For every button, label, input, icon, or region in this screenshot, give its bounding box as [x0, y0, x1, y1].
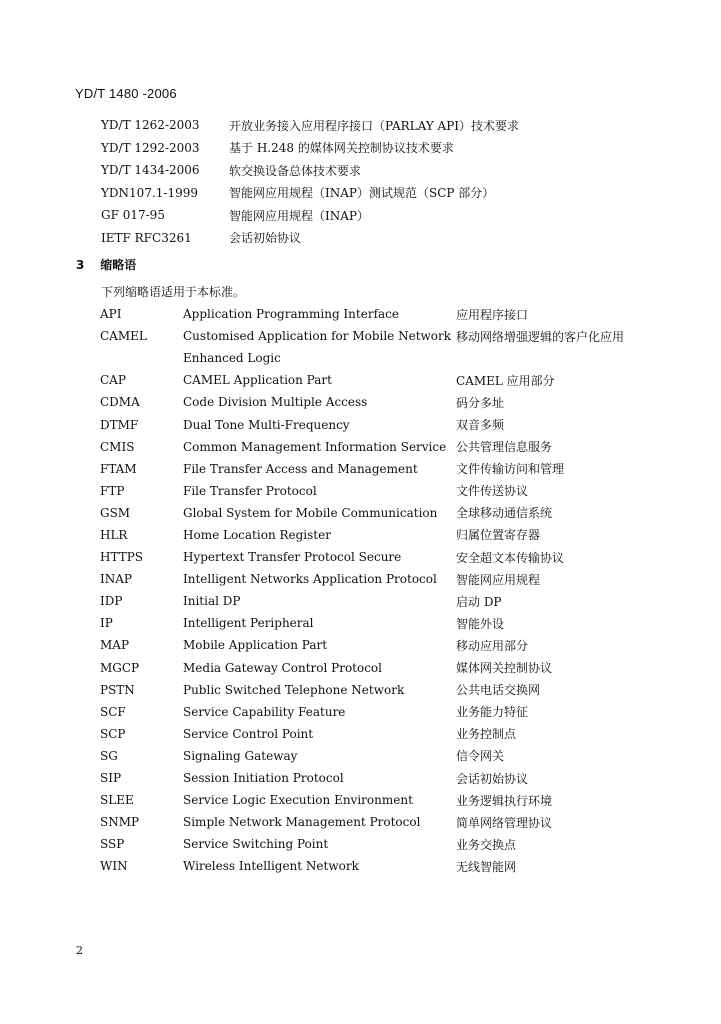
abbreviation-english: Signaling Gateway	[183, 748, 298, 763]
section-intro: 下列缩略语适用于本标准。	[101, 285, 246, 299]
reference-title: 智能网应用规程（INAP）测试规范（SCP 部分）	[229, 186, 495, 201]
abbreviation-code: INAP	[100, 572, 132, 587]
abbreviation-english: Wireless Intelligent Network	[183, 859, 359, 874]
abbreviation-english: Intelligent Peripheral	[183, 616, 314, 631]
abbreviation-chinese: 全球移动通信系统	[456, 506, 553, 521]
abbreviation-chinese: 归属位置寄存器	[456, 528, 541, 543]
abbreviation-english: Intelligent Networks Application Protocol	[183, 572, 437, 587]
abbreviation-row	[100, 612, 624, 634]
abbreviation-row	[100, 391, 624, 413]
abbreviation-code: PSTN	[100, 682, 135, 697]
abbreviation-row	[100, 855, 624, 877]
abbreviation-code: SCF	[100, 704, 126, 719]
abbreviation-code: SCP	[100, 726, 126, 741]
normative-references-list	[101, 114, 519, 249]
abbreviation-chinese: 应用程序接口	[456, 307, 529, 322]
abbreviation-code: WIN	[100, 859, 128, 874]
abbreviation-chinese: 安全超文本传输协议	[456, 550, 565, 565]
abbreviation-row	[100, 325, 624, 347]
abbreviation-chinese: 业务交换点	[456, 837, 517, 852]
abbreviation-code: CAMEL	[100, 329, 147, 344]
abbreviation-row	[100, 568, 624, 590]
abbreviation-english: CAMEL Application Part	[183, 373, 332, 388]
reference-title: 智能网应用规程（INAP）	[229, 208, 369, 223]
abbreviation-chinese: 媒体网关控制协议	[456, 661, 553, 676]
abbreviation-english: Service Control Point	[183, 726, 314, 741]
abbreviation-english: Media Gateway Control Protocol	[183, 660, 382, 675]
reference-title: 基于 H.248 的媒体网关控制协议技术要求	[229, 141, 454, 156]
abbreviation-chinese: 移动网络增强逻辑的客户化应用	[456, 329, 625, 344]
page-number: 2	[76, 944, 83, 957]
abbreviation-code: SLEE	[100, 793, 134, 808]
abbreviation-code: CMIS	[100, 439, 135, 454]
section-number: 3	[76, 258, 85, 272]
abbreviation-english: Hypertext Transfer Protocol Secure	[183, 550, 402, 565]
abbreviation-code: GSM	[100, 505, 131, 520]
reference-title: 软交换设备总体技术要求	[229, 163, 362, 178]
abbreviation-chinese: 双音多频	[456, 418, 505, 433]
abbreviation-row	[100, 833, 624, 855]
abbreviation-chinese: 启动 DP	[456, 594, 502, 609]
abbreviation-code: MGCP	[100, 660, 140, 675]
abbreviation-row	[100, 303, 624, 325]
abbreviation-english: Code Division Multiple Access	[183, 395, 368, 410]
abbreviation-code: IDP	[100, 594, 123, 609]
abbreviation-english: Simple Network Management Protocol	[183, 815, 421, 830]
abbreviation-chinese: 简单网络管理协议	[456, 815, 553, 830]
abbreviation-row	[100, 679, 624, 701]
abbreviation-english: File Transfer Protocol	[183, 483, 317, 498]
abbreviation-code: DTMF	[100, 417, 139, 432]
abbreviation-row	[100, 723, 624, 745]
abbreviation-english: Service Switching Point	[183, 837, 329, 852]
reference-row	[101, 137, 519, 160]
abbreviation-row	[100, 546, 624, 568]
abbreviation-chinese: 会话初始协议	[456, 771, 529, 786]
abbreviation-english: Global System for Mobile Communication	[183, 505, 438, 520]
abbreviation-english: Public Switched Telephone Network	[183, 682, 405, 697]
abbreviation-row	[100, 480, 624, 502]
reference-code: YD/T 1262-2003	[101, 118, 200, 133]
abbreviation-row	[100, 590, 624, 612]
abbreviation-code: SIP	[100, 771, 122, 786]
abbreviation-english: File Transfer Access and Management	[183, 461, 418, 476]
abbreviation-english: Session Initiation Protocol	[183, 771, 344, 786]
reference-row	[101, 227, 519, 250]
abbreviations-table	[100, 303, 624, 877]
reference-row	[101, 159, 519, 182]
abbreviation-code: FTAM	[100, 461, 137, 476]
abbreviation-chinese: 业务控制点	[456, 727, 517, 742]
abbreviation-english: Dual Tone Multi-Frequency	[183, 417, 350, 432]
abbreviation-row	[100, 634, 624, 656]
abbreviation-row	[100, 789, 624, 811]
abbreviation-chinese: 公共管理信息服务	[456, 440, 553, 455]
abbreviation-code: CDMA	[100, 395, 140, 410]
abbreviation-code: SG	[100, 748, 118, 763]
reference-code: IETF RFC3261	[101, 230, 192, 245]
abbreviation-code: MAP	[100, 638, 130, 653]
abbreviation-chinese: 移动应用部分	[456, 638, 529, 653]
reference-title: 会话初始协议	[229, 231, 302, 246]
abbreviation-code: HLR	[100, 527, 128, 542]
abbreviation-chinese: 公共电话交换网	[456, 683, 541, 698]
abbreviation-english: Initial DP	[183, 594, 241, 609]
abbreviation-code: SNMP	[100, 815, 140, 830]
abbreviation-row	[100, 657, 624, 679]
abbreviation-code: IP	[100, 616, 113, 631]
reference-code: YD/T 1434-2006	[101, 163, 200, 178]
abbreviation-english: Customised Application for Mobile Network	[183, 329, 452, 344]
section-heading	[76, 256, 136, 273]
abbreviation-english: Service Capability Feature	[183, 704, 346, 719]
section-title: 缩略语	[100, 258, 137, 272]
abbreviation-row-continuation	[100, 347, 624, 369]
abbreviation-chinese: 智能网应用规程	[456, 572, 541, 587]
reference-row	[101, 204, 519, 227]
reference-title: 开放业务接入应用程序接口（PARLAY API）技术要求	[229, 118, 520, 133]
abbreviation-chinese: 信令网关	[456, 749, 505, 764]
abbreviation-chinese: 无线智能网	[456, 859, 517, 874]
abbreviation-row	[100, 524, 624, 546]
abbreviation-english: Mobile Application Part	[183, 638, 328, 653]
abbreviation-row	[100, 811, 624, 833]
reference-code: YDN107.1-1999	[101, 185, 198, 200]
abbreviation-chinese: 文件传送协议	[456, 484, 529, 499]
reference-row	[101, 114, 519, 137]
abbreviation-english: Home Location Register	[183, 527, 331, 542]
abbreviation-code: FTP	[100, 483, 125, 498]
abbreviation-row	[100, 436, 624, 458]
abbreviation-chinese: 智能外设	[456, 616, 505, 631]
abbreviation-row	[100, 458, 624, 480]
abbreviation-chinese: 业务逻辑执行环境	[456, 793, 553, 808]
abbreviation-english: Common Management Information Service	[183, 439, 447, 454]
abbreviation-row	[100, 701, 624, 723]
abbreviation-english: Enhanced Logic	[183, 351, 281, 366]
abbreviation-chinese: 文件传输访问和管理	[456, 462, 565, 477]
abbreviation-code: SSP	[100, 837, 125, 852]
abbreviation-row	[100, 413, 624, 435]
standard-header: YD/T 1480 -2006	[75, 86, 177, 101]
abbreviation-english: Service Logic Execution Environment	[183, 793, 413, 808]
abbreviation-row	[100, 767, 624, 789]
abbreviation-code: CAP	[100, 373, 126, 388]
reference-row	[101, 182, 519, 205]
abbreviation-row	[100, 745, 624, 767]
abbreviation-row	[100, 502, 624, 524]
reference-code: YD/T 1292-2003	[101, 140, 200, 155]
abbreviation-chinese: 码分多址	[456, 395, 505, 410]
abbreviation-code: API	[100, 307, 122, 322]
abbreviation-english: Application Programming Interface	[183, 307, 399, 322]
abbreviation-code: HTTPS	[100, 550, 143, 565]
reference-code: GF 017-95	[101, 208, 165, 223]
abbreviation-chinese: CAMEL 应用部分	[456, 373, 555, 388]
abbreviation-row	[100, 369, 624, 391]
abbreviation-chinese: 业务能力特征	[456, 705, 529, 720]
